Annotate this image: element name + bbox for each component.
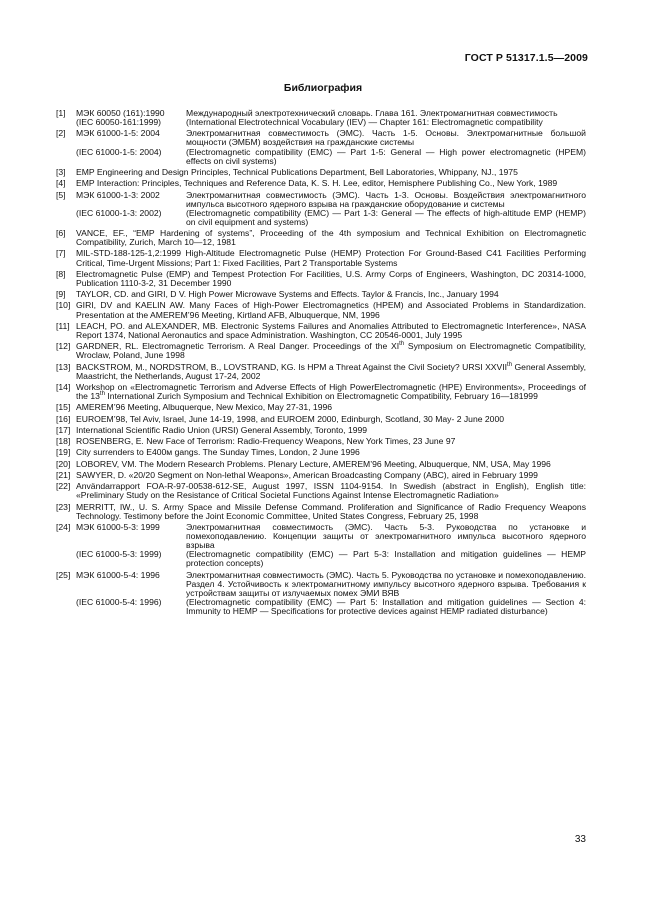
bib-number: [13] [56, 361, 71, 372]
bib-description: (Electromagnetic compatibility (EMC) — Part 5: Installation and mitigation guidelines — Section 4: Immunity to HEMP — Specifications for protective devices against HEMP radiated disturbance) [186, 597, 586, 617]
bib-text: ROSENBERG, E. New Face of Terrorism: Radio-Frequency Weapons, New York Times, 23 June 97 [76, 436, 456, 447]
bib-text-part: Workshop on «Electromagnetic Terrorism and Adverse Effects of High PowerElectromagnetic (HPE) Environments», Proceedings of the 13 [76, 381, 586, 402]
bib-entry [56, 426, 586, 435]
bib-number: [20] [56, 458, 71, 469]
bib-entry [56, 229, 586, 247]
bib-text: MERRITT, IW., U. S. Army Space and Missile Defense Command. Proliferation and Significance of Radio Frequency Weapons Technology. Testimony before the Joint Economic Committee, United States Congress, February 25, 1998 [76, 501, 586, 521]
bib-text: AMEREM’96 Meeting, Albuquerque, New Mexico, May 27-31, 1996 [76, 402, 333, 413]
bib-description: (Electromagnetic compatibility (EMC) — Part 1-5: General — High power electromagnetic (HPEM) effects on civil systems) [186, 146, 586, 166]
bib-source: (IEC 61000-1-5: 2004) [76, 146, 162, 157]
bib-number: [16] [56, 413, 71, 424]
bibliography-list [56, 109, 586, 618]
bib-entry [56, 571, 586, 616]
bib-source: МЭК 61000-5-4: 1996 [76, 569, 160, 580]
bib-number: [11] [56, 320, 70, 331]
bib-entry [56, 249, 586, 267]
bib-number: [15] [56, 402, 71, 413]
bib-text: MIL-STD-188-125-1,2:1999 High-Altitude Electromagnetic Pulse (HEMP) Protection For Ground-Based C41 Facilities Performing Critical, Time-Urgent Missions; Part 1: Fixed Facilities, Part 2 Transportable Systems [76, 248, 586, 268]
bib-row [76, 571, 586, 598]
bib-text-part: International Zurich Symposium and Technical Exhibition on Electromagnetic Compatibility, February 16—181999 [104, 391, 538, 402]
bib-number: [4] [56, 178, 66, 189]
bib-entry [56, 415, 586, 424]
bib-entry [56, 322, 586, 340]
bib-superscript: th [99, 391, 105, 398]
bib-description: (International Electrotechnical Vocabulary (IEV) — Chapter 161: Electromagnetic compatibility [186, 117, 543, 128]
bib-entry [56, 403, 586, 412]
bib-number: [8] [56, 268, 66, 279]
bib-description: Международный электротехнический словарь. Глава 161. Электромагнитная совместимость [186, 108, 558, 118]
bib-row [76, 118, 586, 127]
bib-source: (IEC 61000-1-3: 2002) [76, 207, 162, 218]
bib-text [76, 342, 586, 360]
bib-number: [25] [56, 569, 71, 580]
bib-entry [56, 482, 586, 500]
bib-number: [12] [56, 341, 71, 352]
bib-source: МЭК 60050 (161):1990 [76, 108, 165, 118]
bib-text: VANCE, EF., “EMP Hardening of systems”, Proceeding of the 4th symposium and Technical Exhibition on Electromagnetic Compatibility, Zurich, March 10—12, 1981 [76, 228, 586, 248]
bib-number: [9] [56, 289, 66, 300]
bib-source: МЭК 61000-5-3: 1999 [76, 522, 160, 533]
bib-description: Электромагнитная совместимость (ЭМС). Часть 1-5. Основы. Электромагнитные большой мощности (ЭМБМ) воздействия на гражданские системы [186, 128, 586, 148]
bib-entry [56, 460, 586, 469]
bib-text: GIRI, DV and KAELIN AW. Many Faces of High-Power Electromagnetics (HPEM) and Associated Problems in Standardization. Presentation at the AMEREM’96 Meeting, Kirtland AFB, Albuquerque, NM, 1996 [76, 300, 586, 320]
bib-description: Электромагнитная совместимость (ЭМС). Часть 1-3. Основы. Воздействия электромагнитного импульса высотного ядерного взрыва на гражданские оборудование и системы [186, 189, 586, 209]
bib-entry [56, 471, 586, 480]
bib-entry [56, 503, 586, 521]
bib-entry [56, 109, 586, 127]
bib-description: (Electromagnetic compatibility (EMC) — Part 1-3: General — The effects of high-altitude EMP (HEMP) on civil equipment and systems) [186, 207, 586, 227]
bib-text: LEACH, PO. and ALEXANDER, MB. Electronic Systems Failures and Anomalies Attributed to Electromagnetic Interference», NASA Report 1374, National Aeronautics and space Administration. Washington, CC 20546-0001, July 1995 [76, 320, 586, 340]
bib-entry [56, 129, 586, 165]
bib-entry [56, 448, 586, 457]
bib-text-part: General Assembly, Maastricht, the Netherlands, August 17-24, 2002 [76, 361, 586, 381]
bib-entry [56, 290, 586, 299]
bib-number: [18] [56, 436, 71, 447]
bib-number: [3] [56, 166, 66, 177]
bib-text: TAYLOR, CD. and GIRI, D V. High Power Microwave Systems and Effects. Taylor & Francis, Inc., January 1994 [76, 289, 499, 300]
bib-source: (IEC 61000-5-4: 1996) [76, 597, 162, 607]
bib-text-part: GARDNER, RL. Electromagnetic Terrorism. A Real Danger. Proceedings of the XI [76, 341, 400, 352]
bib-number: [7] [56, 248, 66, 259]
bib-row [76, 129, 586, 147]
bib-number: [10] [56, 300, 71, 311]
bib-text: SAWYER, D. «20/20 Segment on Non-lethal Weapons», American Broadcasting Company (ABC), aired in February 1999 [76, 470, 538, 481]
bib-number: [21] [56, 470, 71, 481]
bib-text: EMP Interaction: Principles, Techniques and Reference Data, K. S. H. Lee, editor, Hemisphere Publishing Co., New York, 1989 [76, 178, 558, 189]
bib-number: [5] [56, 189, 66, 200]
bib-number: [14] [56, 381, 71, 392]
bib-description: Электромагнитная совместимость (ЭМС). Часть 5-3. Руководства по установке и помехоподавлению. Концепции защиты от электромагнитного импульса высотного ядерного взрыва [186, 522, 586, 551]
bib-text: Användarrapport FOA-R-97-00538-612-SE, August 1997, ISSN 1104-9154. In Swedish (abstract in English), English title: «Preliminary Study on the Resistance of Critical Societal Functions Against Intense Electromagnetic Radiation» [76, 481, 586, 501]
standard-header: ГОСТ Р 51317.1.5—2009 [464, 52, 588, 64]
bib-text: LOBOREV, VM. The Modern Research Problems. Plenary Lecture, AMEREM’96 Meeting, Albuquerque, NM, USA, May 1996 [76, 458, 551, 469]
bib-row [76, 148, 586, 166]
bib-text [76, 383, 586, 401]
bib-row [76, 523, 586, 550]
bib-source: (IEC 60050-161:1999) [76, 117, 162, 128]
bib-entry [56, 168, 586, 177]
bib-entry [56, 191, 586, 227]
bib-text [76, 363, 586, 381]
bib-row [76, 191, 586, 209]
bib-row [76, 209, 586, 227]
bib-source: (IEC 61000-5-3: 1999) [76, 549, 162, 560]
bib-row [76, 550, 586, 568]
bib-number: [19] [56, 447, 71, 458]
bib-text-part: Symposium on Electromagnetic Compatibility, Wroclaw, Poland, June 1998 [76, 341, 586, 361]
bib-superscript: th [507, 361, 513, 368]
bib-entry [56, 383, 586, 401]
bib-entry [56, 342, 586, 360]
bib-entry [56, 363, 586, 381]
bib-description: (Electromagnetic compatibility (EMC) — Part 5-3: Installation and mitigation guidelines — HEMP protection concepts) [186, 549, 586, 569]
bib-number: [17] [56, 424, 71, 435]
bib-row [76, 598, 586, 616]
bib-number: [6] [56, 228, 66, 239]
bib-number: [1] [56, 108, 66, 118]
bib-entry [56, 179, 586, 188]
bib-source: МЭК 61000-1-3: 2002 [76, 189, 160, 200]
bib-text: EMP Engineering and Design Principles, Technical Publications Department, Bell Laboratories, Whippany, NJ., 1975 [76, 166, 518, 177]
bib-number: [24] [56, 522, 71, 533]
bib-text: City surrenders to E400м gangs. The Sunday Times, London, 2 June 1996 [76, 447, 360, 458]
bib-number: [2] [56, 128, 66, 139]
bib-text-part: BACKSTROM, M., NORDSTROM, B., LOVSTRAND, KG. Is HPM a Threat Against the Civil Society? URSI XXVII [76, 361, 508, 372]
bib-entry [56, 270, 586, 288]
bib-entry [56, 301, 586, 319]
bib-number: [22] [56, 481, 71, 492]
bib-source: МЭК 61000-1-5: 2004 [76, 128, 160, 139]
bib-text: Electromagnetic Pulse (EMP) and Tempest Protection For Facilities, U.S. Army Corps of Engineers, Washington, DC 20314-1000, Publication 1110-3-2, 31 December 1990 [76, 268, 586, 288]
bib-entry [56, 523, 586, 568]
section-title: Библиография [283, 82, 363, 94]
bib-entry [56, 437, 586, 446]
page-number: 33 [574, 834, 586, 845]
bib-text: International Scientific Radio Union (URSI) General Assembly, Toronto, 1999 [76, 424, 368, 435]
bib-description: Электромагнитная совместимость (ЭМС). Часть 5. Руководства по установке и помехоподавлению. Раздел 4. Устойчивость к электромагнитному импульсу высотного ядерного взрыва. Требования к устройствам защиты от излучаемых помех ЭМИ ВЯВ [186, 569, 586, 598]
bib-number: [23] [56, 501, 71, 512]
bib-superscript: th [399, 341, 405, 348]
bib-text: EUROEM’98, Tel Aviv, Israel, June 14-19, 1998, and EUROEM 2000, Edinburgh, Scotland, 30 May- 2 June 2000 [76, 413, 505, 424]
